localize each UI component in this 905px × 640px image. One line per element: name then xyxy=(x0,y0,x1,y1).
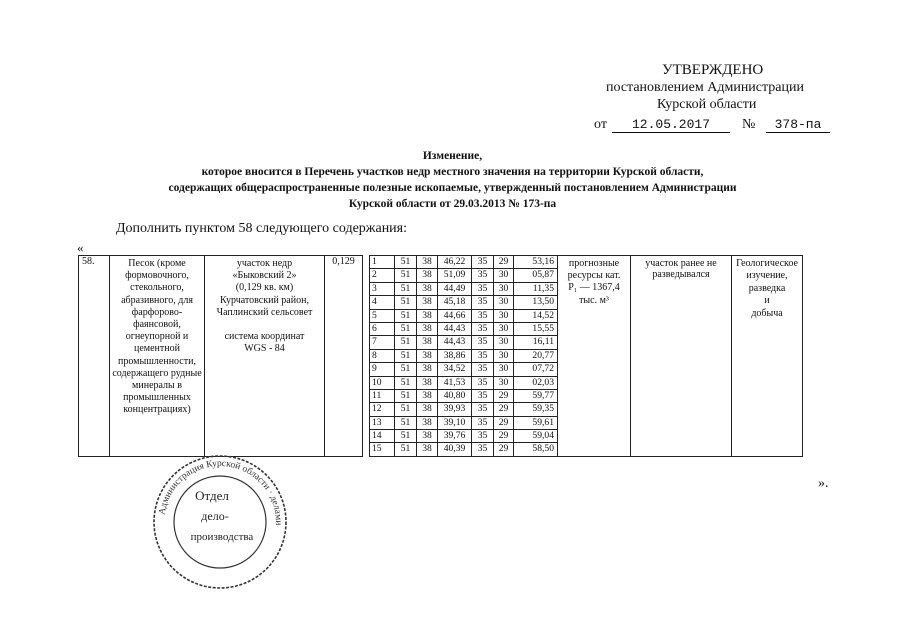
coordinate-cell: 29 xyxy=(494,416,514,429)
coordinate-cell: 38 xyxy=(417,363,438,376)
coordinate-cell: 13,50 xyxy=(514,296,558,309)
approval-date-prefix: от xyxy=(594,117,607,132)
sites-table xyxy=(78,255,803,457)
coordinate-cell: 38 xyxy=(417,269,438,282)
coordinate-cell: 38 xyxy=(417,349,438,362)
row-description-line: концентрациях) xyxy=(123,404,191,416)
coordinate-cell: 34,52 xyxy=(438,363,472,376)
row-description-line: фарфорово- xyxy=(131,306,183,318)
stamp-center-line-3: производства xyxy=(190,531,254,543)
coordinate-cell: 13 xyxy=(370,416,395,429)
coordinate-cell: 51,09 xyxy=(438,269,472,282)
approval-number-prefix: № xyxy=(742,117,756,132)
row-description-line: Песок (кроме xyxy=(128,258,186,269)
coordinate-cell: 15,55 xyxy=(514,322,558,335)
coordinate-cell: 39,10 xyxy=(438,416,472,429)
coordinate-cell: 35 xyxy=(472,363,494,376)
coordinate-row xyxy=(79,256,803,269)
coordinate-cell: 05,87 xyxy=(514,269,558,282)
coordinate-cell: 35 xyxy=(472,309,494,322)
coordinate-cell: 7 xyxy=(370,336,395,349)
coordinate-cell: 39,93 xyxy=(438,403,472,416)
coordinate-cell: 29 xyxy=(494,430,514,443)
coordinate-cell: 02,03 xyxy=(514,376,558,389)
coordinate-cell: 38 xyxy=(417,403,438,416)
closing-quote: ». xyxy=(818,476,829,491)
column-gap xyxy=(363,256,370,457)
mineral-description xyxy=(110,256,205,457)
coordinate-cell: 30 xyxy=(494,322,514,335)
row-usage-line: и xyxy=(764,295,770,307)
coordinate-cell: 15 xyxy=(370,443,395,456)
coordinate-cell: 51 xyxy=(395,349,417,362)
coordinate-cell: 30 xyxy=(494,282,514,295)
coordinate-cell: 2 xyxy=(370,269,395,282)
site-area: 0,129 xyxy=(325,256,363,457)
coordinate-cell: 4 xyxy=(370,296,395,309)
coordinate-cell: 29 xyxy=(494,256,514,269)
row-description-line: стекольного, xyxy=(130,282,184,294)
coordinate-cell: 38,86 xyxy=(438,349,472,362)
coordinate-cell: 59,61 xyxy=(514,416,558,429)
coordinate-cell: 07,72 xyxy=(514,363,558,376)
exploration-status: участок ранее не разведывался xyxy=(631,256,732,457)
approval-title: УТВЕРЖДЕНО xyxy=(662,62,764,78)
coordinate-cell: 59,04 xyxy=(514,430,558,443)
coordinate-cell: 38 xyxy=(417,443,438,456)
coordinate-cell: 35 xyxy=(472,336,494,349)
stamp-ring-text: Администрация Курской области · делами xyxy=(157,458,284,526)
row-usage-line: добыча xyxy=(751,307,783,319)
row-site-line xyxy=(205,319,324,331)
coordinate-cell: 35 xyxy=(472,269,494,282)
approval-date: 12.05.2017 xyxy=(612,118,730,133)
coordinate-cell: 38 xyxy=(417,389,438,402)
coordinate-cell: 41,53 xyxy=(438,376,472,389)
coordinate-cell: 51 xyxy=(395,322,417,335)
coordinate-cell: 51 xyxy=(395,389,417,402)
usage-type xyxy=(732,256,803,457)
coordinate-cell: 35 xyxy=(472,256,494,269)
coordinate-cell: 51 xyxy=(395,443,417,456)
row-description-line: формовочного, xyxy=(125,270,189,282)
coordinate-cell: 29 xyxy=(494,389,514,402)
coordinate-cell: 30 xyxy=(494,349,514,362)
coordinate-cell: 14 xyxy=(370,430,395,443)
row-description-line: абразивного, для xyxy=(121,294,193,306)
coordinate-cell: 12 xyxy=(370,403,395,416)
coordinate-cell: 51 xyxy=(395,296,417,309)
coordinate-cell: 38 xyxy=(417,296,438,309)
coordinate-cell: 38 xyxy=(417,430,438,443)
coordinate-cell: 38 xyxy=(417,416,438,429)
row-description-line: минералы в xyxy=(132,380,182,392)
coordinate-cell: 1 xyxy=(370,256,395,269)
coordinate-cell: 35 xyxy=(472,403,494,416)
row-usage-line: разведка xyxy=(748,282,786,294)
coordinate-cell: 45,18 xyxy=(438,296,472,309)
row-site-line: «Быковский 2» xyxy=(232,270,297,282)
row-description-line: промышленных xyxy=(123,392,191,404)
approval-number: 378-па xyxy=(766,118,830,133)
coordinate-cell: 40,80 xyxy=(438,389,472,402)
coordinate-cell: 35 xyxy=(472,416,494,429)
coordinate-cell: 39,76 xyxy=(438,430,472,443)
coordinate-cell: 38 xyxy=(417,309,438,322)
coordinate-cell: 30 xyxy=(494,336,514,349)
official-stamp xyxy=(150,452,290,592)
coordinate-cell: 35 xyxy=(472,443,494,456)
coordinate-cell: 59,77 xyxy=(514,389,558,402)
coordinate-cell: 46,22 xyxy=(438,256,472,269)
row-usage-line: изучение, xyxy=(746,270,788,282)
row-site-line: участок недр xyxy=(236,258,293,269)
approval-line-region: Курской области xyxy=(657,97,757,112)
coordinate-cell: 30 xyxy=(494,309,514,322)
row-number: 58. xyxy=(79,256,110,457)
row-usage-line: Геологическое xyxy=(736,258,798,269)
coordinate-cell: 53,16 xyxy=(514,256,558,269)
coordinate-cell: 14,52 xyxy=(514,309,558,322)
row-description-line: огнеупорной и xyxy=(125,331,189,343)
coordinate-cell: 51 xyxy=(395,403,417,416)
coordinate-cell: 44,43 xyxy=(438,336,472,349)
row-description-line: цементной xyxy=(134,343,180,355)
coordinate-cell: 44,43 xyxy=(438,322,472,335)
row-resources-line: тыс. м³ xyxy=(579,294,609,306)
coordinate-cell: 11,35 xyxy=(514,282,558,295)
coordinate-cell: 58,50 xyxy=(514,443,558,456)
coordinate-cell: 38 xyxy=(417,322,438,335)
coordinate-cell: 5 xyxy=(370,309,395,322)
coordinate-cell: 51 xyxy=(395,269,417,282)
row-site-line: система координат xyxy=(224,331,305,343)
row-description-line: промышленности, xyxy=(118,355,196,367)
row-resources-line: P₁ — 1367,4 xyxy=(568,282,620,294)
coordinate-cell: 59,35 xyxy=(514,403,558,416)
coordinate-cell: 29 xyxy=(494,403,514,416)
row-resources-line: ресурсы кат. xyxy=(567,270,621,282)
coordinate-cell: 35 xyxy=(472,389,494,402)
coordinate-cell: 51 xyxy=(395,363,417,376)
approval-line-authority: постановлением Администрации xyxy=(606,80,804,95)
stamp-center-line-1: Отдел xyxy=(195,488,229,503)
coordinate-cell: 44,66 xyxy=(438,309,472,322)
heading-line-3: содержащих общераспространенные полезные ископаемые, утвержденный постановлением Администрации xyxy=(168,182,737,194)
row-description-line: фаянсовой, xyxy=(133,319,181,331)
coordinate-cell: 38 xyxy=(417,282,438,295)
row-site-line: Чаплинский сельсовет xyxy=(216,306,313,318)
row-site-line: WGS - 84 xyxy=(244,343,285,355)
coordinate-cell: 51 xyxy=(395,336,417,349)
row-site-line: Курчатовский район, xyxy=(220,294,309,306)
coordinate-cell: 35 xyxy=(472,322,494,335)
coordinate-cell: 11 xyxy=(370,389,395,402)
coordinate-cell: 35 xyxy=(472,430,494,443)
coordinate-cell: 51 xyxy=(395,282,417,295)
coordinate-cell: 16,11 xyxy=(514,336,558,349)
coordinate-cell: 30 xyxy=(494,376,514,389)
row-description-line: содержащего рудные xyxy=(112,367,202,379)
row-resources-line: прогнозные xyxy=(568,258,620,269)
coordinate-cell: 30 xyxy=(494,269,514,282)
site-info xyxy=(205,256,325,457)
coordinate-cell: 40,39 xyxy=(438,443,472,456)
heading-title: Изменение, xyxy=(422,150,483,162)
coordinate-cell: 51 xyxy=(395,376,417,389)
coordinate-cell: 51 xyxy=(395,309,417,322)
row-site-line: (0,129 кв. км) xyxy=(235,282,294,294)
coordinate-cell: 10 xyxy=(370,376,395,389)
coordinate-cell: 38 xyxy=(417,336,438,349)
coordinate-cell: 38 xyxy=(417,376,438,389)
coordinate-cell: 35 xyxy=(472,349,494,362)
coordinate-cell: 9 xyxy=(370,363,395,376)
coordinate-cell: 51 xyxy=(395,256,417,269)
coordinate-cell: 35 xyxy=(472,376,494,389)
coordinate-cell: 51 xyxy=(395,430,417,443)
coordinate-cell: 35 xyxy=(472,296,494,309)
heading-line-4: Курской области от 29.03.2013 № 173-па xyxy=(348,198,557,210)
coordinate-cell: 30 xyxy=(494,363,514,376)
coordinate-cell: 30 xyxy=(494,296,514,309)
coordinate-cell: 8 xyxy=(370,349,395,362)
resources-info xyxy=(558,256,631,457)
coordinate-cell: 29 xyxy=(494,443,514,456)
coordinate-cell: 3 xyxy=(370,282,395,295)
opening-quote: « xyxy=(77,240,84,255)
stamp-center-line-2: дело- xyxy=(201,509,229,523)
coordinate-cell: 6 xyxy=(370,322,395,335)
coordinate-cell: 35 xyxy=(472,282,494,295)
coordinate-cell: 51 xyxy=(395,416,417,429)
coordinate-cell: 38 xyxy=(417,256,438,269)
intro-text: Дополнить пунктом 58 следующего содержания: xyxy=(116,221,408,236)
coordinate-cell: 20,77 xyxy=(514,349,558,362)
coordinate-cell: 44,49 xyxy=(438,282,472,295)
heading-line-2: которое вносится в Перечень участков недр местного значения на территории Курской области, xyxy=(201,166,704,178)
